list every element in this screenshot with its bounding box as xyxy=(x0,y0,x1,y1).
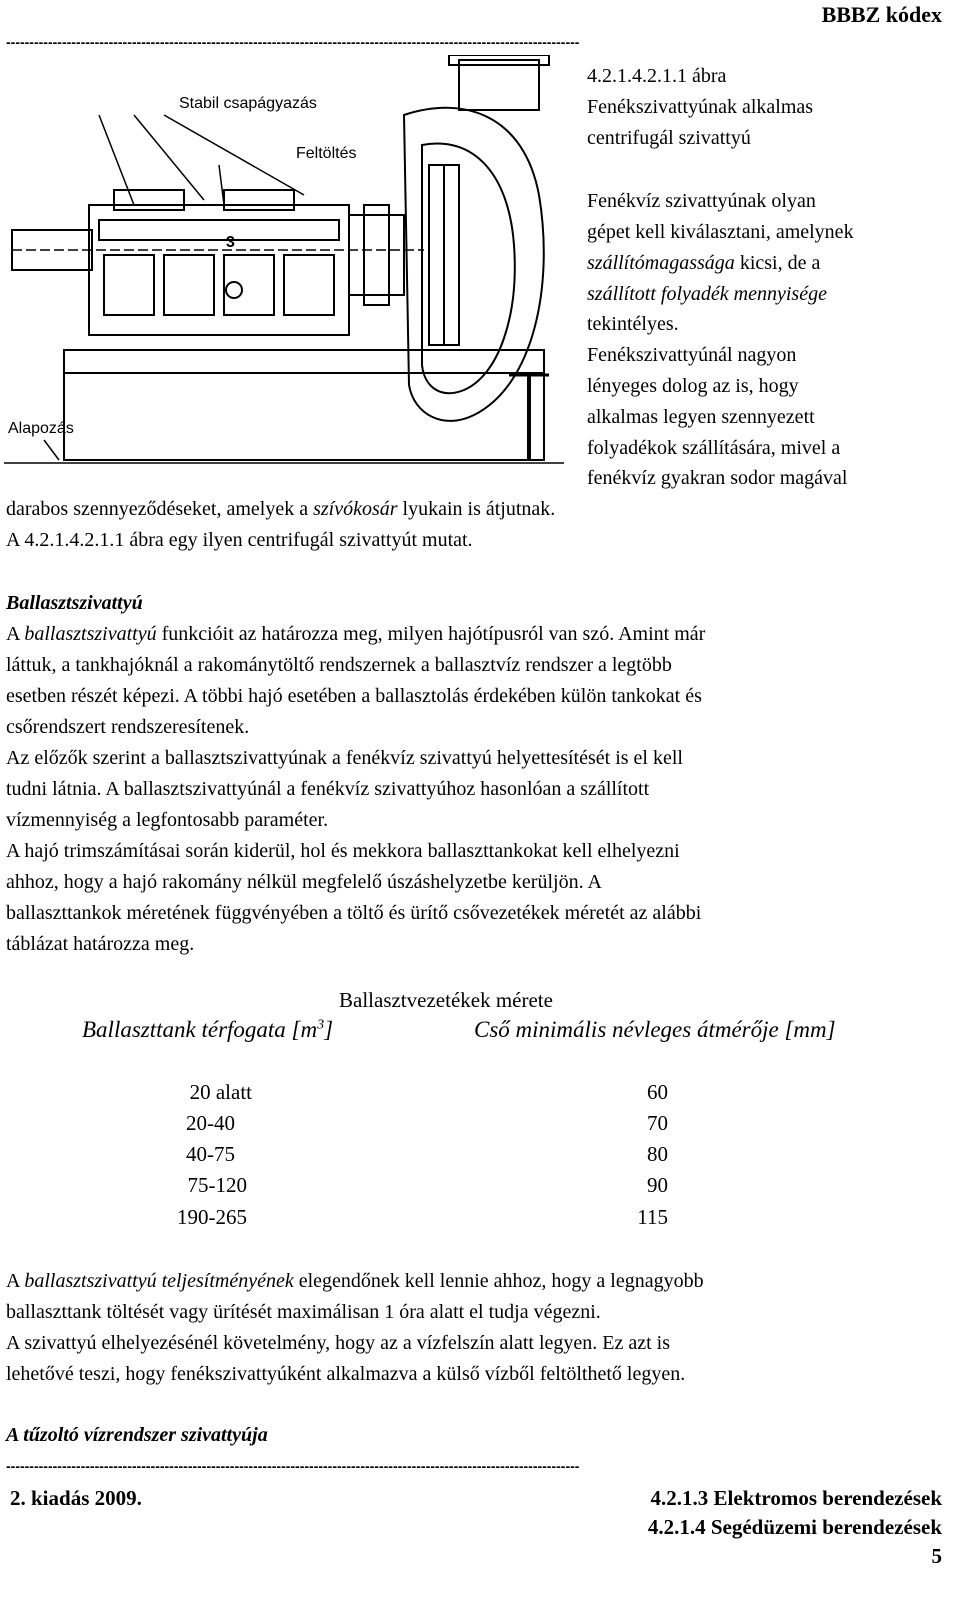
part-number-label: 3 xyxy=(226,234,235,251)
text-line: lehetővé teszi, hogy fenékszivattyúként alkalmazva a külső vízből feltölthető legyen. xyxy=(6,1363,686,1385)
text-line xyxy=(6,494,555,525)
text-line: ballaszttankok méretének függvényében a töltő és ürítő csővezetékek méretét az alábbi xyxy=(6,902,702,924)
text-span: Ballaszttank térfogata [m xyxy=(82,1017,318,1042)
text-span: funkcióit az határozza meg, milyen hajótípusról van szó. Amint már xyxy=(156,623,706,645)
table-cell-diameter: 70 xyxy=(647,1111,668,1135)
table-header-diameter: Cső minimális névleges átmérője [mm] xyxy=(474,1017,836,1042)
text-line: láttuk, a tankhajóknál a rakománytöltő rendszernek a ballasztvíz rendszer a legtöbb xyxy=(6,654,672,676)
text-line: esetben részét képezi. A többi hajó esetében a ballasztolás érdekében külön tankokat és xyxy=(6,685,702,707)
footer-rule: --------------------------------------------------------------------------------------------------------------------------- xyxy=(6,1458,580,1474)
text-line: tekintélyes. xyxy=(587,313,679,335)
table-cell-volume: 20 alatt xyxy=(189,1080,252,1104)
text-span: darabos szennyeződéseket, amelyek a xyxy=(6,498,314,520)
text-line: ballaszttank töltését vagy ürítését maximálisan 1 óra alatt el tudja végezni. xyxy=(6,1301,601,1323)
text-span: kicsi, de a xyxy=(734,252,821,274)
text-line xyxy=(6,619,705,650)
text-line: Az előzők szerint a ballasztszivattyúnak a fenékvíz szivattyú helyettesítését is el kell xyxy=(6,747,683,769)
text-line: A 4.2.1.4.2.1.1 ábra egy ilyen centrifugál szivattyút mutat. xyxy=(6,529,473,551)
table-cell-volume: 40-75 xyxy=(186,1142,235,1166)
text-line: A hajó trimszámításai során kiderül, hol és mekkora ballaszttankokat kell elhelyezni xyxy=(6,840,680,862)
section-reference: 4.2.1.4 Segédüzemi berendezések xyxy=(647,1515,942,1539)
section-heading: Ballasztszivattyú xyxy=(6,592,143,614)
page-number: 5 xyxy=(931,1544,942,1568)
foundation-label: Alapozás xyxy=(8,420,74,437)
text-span: ] xyxy=(324,1017,334,1042)
text-line xyxy=(587,279,827,310)
pump-shaft xyxy=(12,230,92,270)
figure-caption-line: Fenékszivattyúnak alkalmas xyxy=(587,96,814,118)
text-line: folyadékok szállítására, mivel a xyxy=(587,437,841,459)
text-span: elegendőnek kell lennie ahhoz, hogy a legnagyobb xyxy=(293,1270,704,1292)
centrifugal-pump-figure xyxy=(4,55,574,475)
header-rule: --------------------------------------------------------------------------------------------------------------------------- xyxy=(6,34,580,50)
text-line: Fenékszivattyúnál nagyon xyxy=(587,344,797,366)
figure-number: 4.2.1.4.2.1.1 ábra xyxy=(587,65,727,87)
table-header-volume xyxy=(82,1017,333,1043)
table-cell-diameter: 60 xyxy=(647,1080,668,1104)
edition-label: 2. kiadás 2009. xyxy=(10,1486,142,1510)
italic-term: szállított folyadék mennyisége xyxy=(587,283,827,305)
text-line xyxy=(6,1266,704,1297)
text-line: fenékvíz gyakran sodor magával xyxy=(587,467,848,489)
text-line: ahhoz, hogy a hajó rakomány nélkül megfelelő úszáshelyzetbe kerüljön. A xyxy=(6,871,602,893)
pump-base xyxy=(64,350,544,460)
text-line: csőrendszert rendszeresítenek. xyxy=(6,716,250,738)
text-line: táblázat határozza meg. xyxy=(6,933,195,955)
superscript: 3 xyxy=(317,1017,325,1033)
italic-term: szívókosár xyxy=(313,498,398,520)
text-line: lényeges dolog az is, hogy xyxy=(587,375,799,397)
text-line: alkalmas legyen szennyezett xyxy=(587,406,815,428)
document-code: BBBZ kódex xyxy=(821,2,942,27)
bearing-label: Stabil csapágyazás xyxy=(179,95,317,112)
text-span: A xyxy=(6,623,25,645)
filling-label: Feltöltés xyxy=(296,145,357,162)
section-reference: 4.2.1.3 Elektromos berendezések xyxy=(650,1486,942,1510)
text-line xyxy=(587,248,820,279)
table-title: Ballasztvezetékek mérete xyxy=(339,988,553,1012)
table-cell-diameter: 115 xyxy=(637,1205,668,1229)
figure-caption-line: centrifugál szivattyú xyxy=(587,127,751,149)
italic-term: szállítómagassága xyxy=(587,252,735,274)
text-line: vízmennyiség a legfontosabb paraméter. xyxy=(6,809,329,831)
table-cell-diameter: 80 xyxy=(647,1142,668,1166)
section-heading: A tűzoltó vízrendszer szivattyúja xyxy=(6,1424,268,1446)
text-line: gépet kell kiválasztani, amelynek xyxy=(587,221,854,243)
text-line: Fenékvíz szivattyúnak olyan xyxy=(587,190,816,212)
discharge-nozzle xyxy=(459,60,539,110)
table-cell-volume: 75-120 xyxy=(187,1173,247,1197)
italic-term: ballasztszivattyú xyxy=(24,623,157,645)
table-cell-volume: 190-265 xyxy=(177,1205,247,1229)
table-cell-volume: 20-40 xyxy=(186,1111,235,1135)
text-line: tudni látnia. A ballasztszivattyúnál a fenékvíz szivattyúhoz hasonlóan a szállított xyxy=(6,778,650,800)
table-cell-diameter: 90 xyxy=(647,1173,668,1197)
italic-term: ballasztszivattyú teljesítményének xyxy=(24,1270,294,1292)
text-span: lyukain is átjutnak. xyxy=(397,498,556,520)
text-span: A xyxy=(6,1270,25,1292)
text-line: A szivattyú elhelyezésénél követelmény, hogy az a vízfelszín alatt legyen. Ez azt is xyxy=(6,1332,670,1354)
